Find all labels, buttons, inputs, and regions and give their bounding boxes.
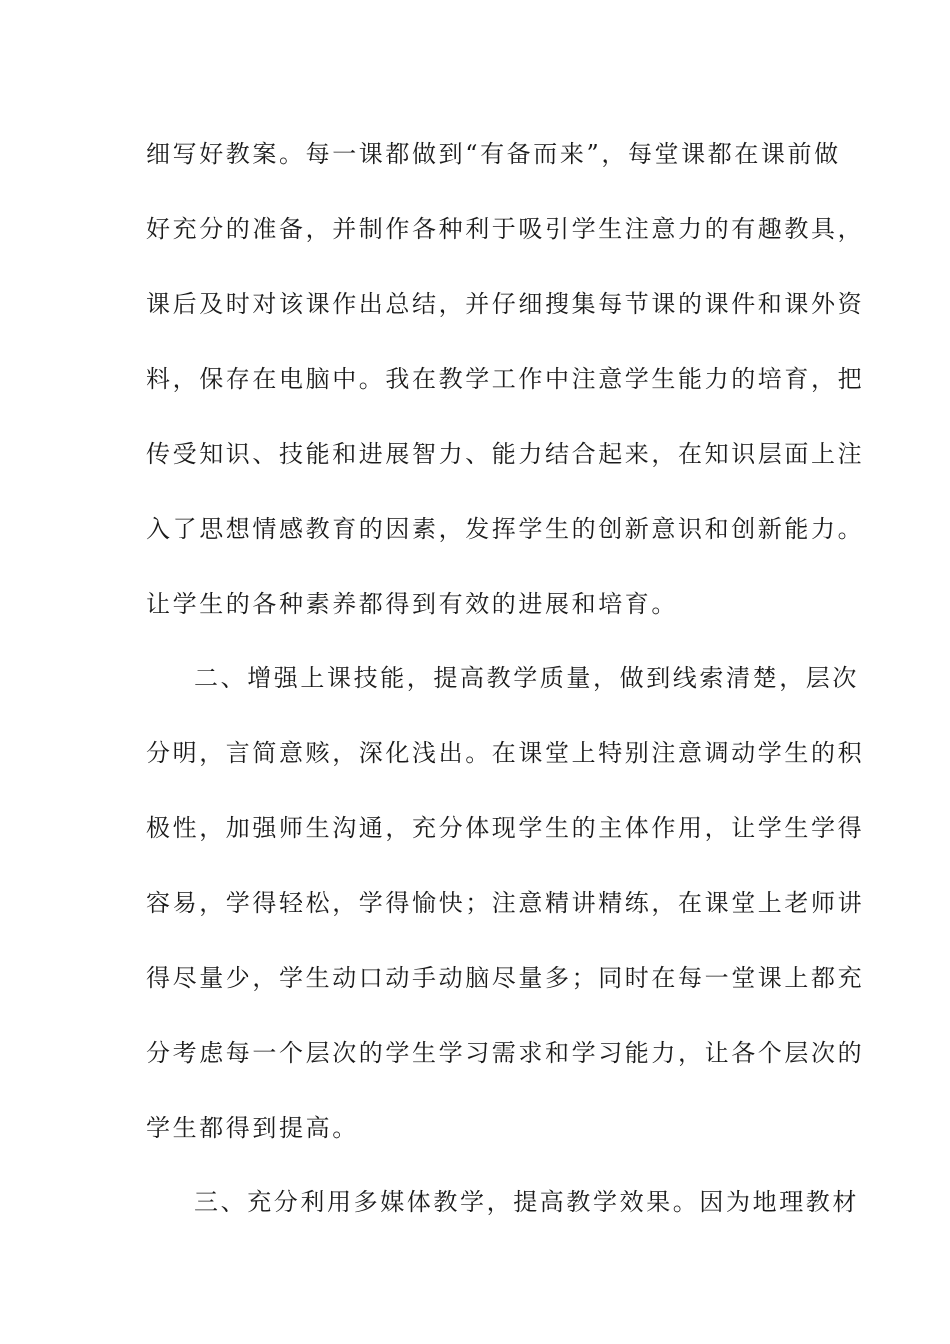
- text-line: 得尽量少，学生动口动手动脑尽量多；同时在每一堂课上都充: [146, 964, 865, 992]
- text-line: 分明，言简意赅，深化浅出。在课堂上特别注意调动学生的积: [146, 739, 865, 767]
- text-line: 料，保存在电脑中。我在教学工作中注意学生能力的培育，把: [146, 365, 865, 393]
- paragraph-start-line: 三、充分利用多媒体教学，提高教学效果。因为地理教材: [194, 1188, 859, 1216]
- text-line: 细写好教案。每一课都做到“有备而来”，每堂课都在课前做: [146, 140, 841, 168]
- text-line: 好充分的准备，并制作各种利于吸引学生注意力的有趣教具，: [146, 215, 865, 243]
- text-line: 容易，学得轻松，学得愉快；注意精讲精练，在课堂上老师讲: [146, 889, 865, 917]
- text-line: 极性，加强师生沟通，充分体现学生的主体作用，让学生学得: [146, 814, 865, 842]
- text-line: 学生都得到提高。: [146, 1114, 359, 1142]
- text-line: 让学生的各种素养都得到有效的进展和培育。: [146, 590, 678, 618]
- text-line: 课后及时对该课作出总结，并仔细搜集每节课的课件和课外资: [146, 290, 865, 318]
- text-line: 传受知识、技能和进展智力、能力结合起来，在知识层面上注: [146, 440, 865, 468]
- paragraph-start-line: 二、增强上课技能，提高教学质量，做到线索清楚，层次: [194, 664, 859, 692]
- text-line: 分考虑每一个层次的学生学习需求和学习能力，让各个层次的: [146, 1039, 865, 1067]
- text-line: 入了思想情感教育的因素，发挥学生的创新意识和创新能力。: [146, 515, 865, 543]
